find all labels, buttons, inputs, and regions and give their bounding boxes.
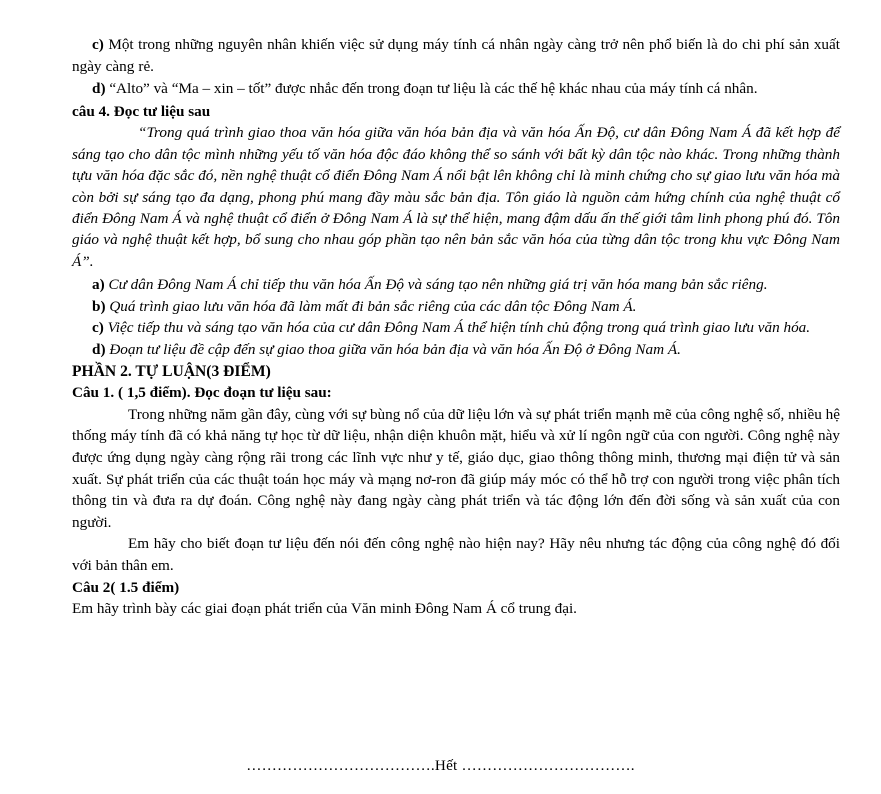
option-text: Việc tiếp thu và sáng tạo văn hóa của cư dân Đông Nam Á thể hiện tính chủ động trong quá trình giao lưu văn hóa. <box>107 319 811 337</box>
q4-option-d <box>72 339 840 361</box>
option-text: Cư dân Đông Nam Á chỉ tiếp thu văn hóa Ấn Độ và sáng tạo nên những giá trị văn hóa mang bản sắc riêng. <box>108 276 768 294</box>
q4-option-c <box>72 317 840 339</box>
essay-q1-heading: Câu 1. ( 1,5 điểm). Đọc đoạn tư liệu sau: <box>72 384 332 402</box>
option-label: c) <box>92 319 104 337</box>
essay-q1-passage: Trong những năm gần đây, cùng với sự bùng nổ của dữ liệu lớn và sự phát triển mạnh mẽ của công nghệ số, nhiều hệ thống máy tính đã có khả năng tự học từ dữ liệu, nhận diện khuôn mặt, hiểu và xử lí ngôn ngữ của con người. Công nghệ này được ứng dụng ngày càng rộng rãi trong các lĩnh vực như y tế, giáo dục, giao thông thông minh, thương mại điện tử và sản xuất. Sự phát triển của các thuật toán học máy và mạng nơ-ron đã giúp máy móc có thể hỗ trợ con người trong việc phân tích thông tin và đưa ra dự đoán. Công nghệ này đang ngày càng phát triển và tác động lớn đến đời sống và sản xuất của con người. <box>72 405 840 531</box>
q4-passage: “Trong quá trình giao thoa văn hóa giữa văn hóa bản địa và văn hóa Ấn Độ, cư dân Đông Nam Á đã kết hợp để sáng tạo cho dân tộc mình những yếu tố văn hóa độc đáo không thể so sánh với bất kỳ dân tộc nào khác. Trong những thành tựu văn hóa đặc sắc đó, nền nghệ thuật cổ điển Đông Nam Á nổi bật lên không chỉ là minh chứng cho sự giao lưu văn hóa mà còn bởi sự sáng tạo đa dạng, phong phú mang đầy màu sắc bản địa. Tôn giáo là nguồn cảm hứng chính của nghệ thuật cổ điển Đông Nam Á và nghệ thuật cổ điển ở Đông Nam Á là sự thể hiện, mang đậm dấu ấn thế giới tâm linh phong phú đó. Tôn giáo và nghệ thuật kết hợp, bổ sung cho nhau góp phần tạo nên bản sắc văn hóa của từng dân tộc trong khu vực Đông Nam Á”. <box>72 124 840 270</box>
q4-option-a <box>72 274 840 296</box>
q4-heading: câu 4. Đọc tư liệu sau <box>72 102 211 120</box>
document-page <box>72 34 840 620</box>
option-label: c) <box>92 36 104 53</box>
option-text: Quá trình giao lưu văn hóa đã làm mất đi bản sắc riêng của các dân tộc Đông Nam Á. <box>109 297 637 315</box>
q3-option-d <box>72 78 840 100</box>
q3-option-c <box>72 34 840 77</box>
essay-q2-question: Em hãy trình bày các giai đoạn phát triển của Văn minh Đông Nam Á cổ trung đại. <box>72 600 577 618</box>
option-label: d) <box>92 80 106 98</box>
option-text: “Alto” và “Ma – xin – tốt” được nhắc đến trong đoạn tư liệu là các thế hệ khác nhau của máy tính cá nhân. <box>109 80 758 98</box>
option-label: d) <box>92 341 106 358</box>
option-text: Một trong những nguyên nhân khiến việc sử dụng máy tính cá nhân ngày càng trở nên phổ biến là do chi phí sản xuất ngày càng rẻ. <box>72 36 840 75</box>
end-marker: ……………………………….Hết ……………………………. <box>246 757 635 774</box>
part2-heading: PHẦN 2. TỰ LUẬN(3 ĐIỂM) <box>72 362 271 380</box>
q4-option-b <box>72 296 840 318</box>
option-label: b) <box>92 297 106 315</box>
essay-q1-question: Em hãy cho biết đoạn tư liệu đến nói đến công nghệ nào hiện nay? Hãy nêu nhưng tác động của công nghệ đó đối với bản thân em. <box>72 535 840 574</box>
essay-q2-heading: Câu 2( 1.5 điểm) <box>72 578 180 596</box>
option-label: a) <box>92 276 105 294</box>
option-text: Đoạn tư liệu đề cập đến sự giao thoa giữa văn hóa bản địa và văn hóa Ấn Độ ở Đông Nam Á. <box>109 341 681 358</box>
